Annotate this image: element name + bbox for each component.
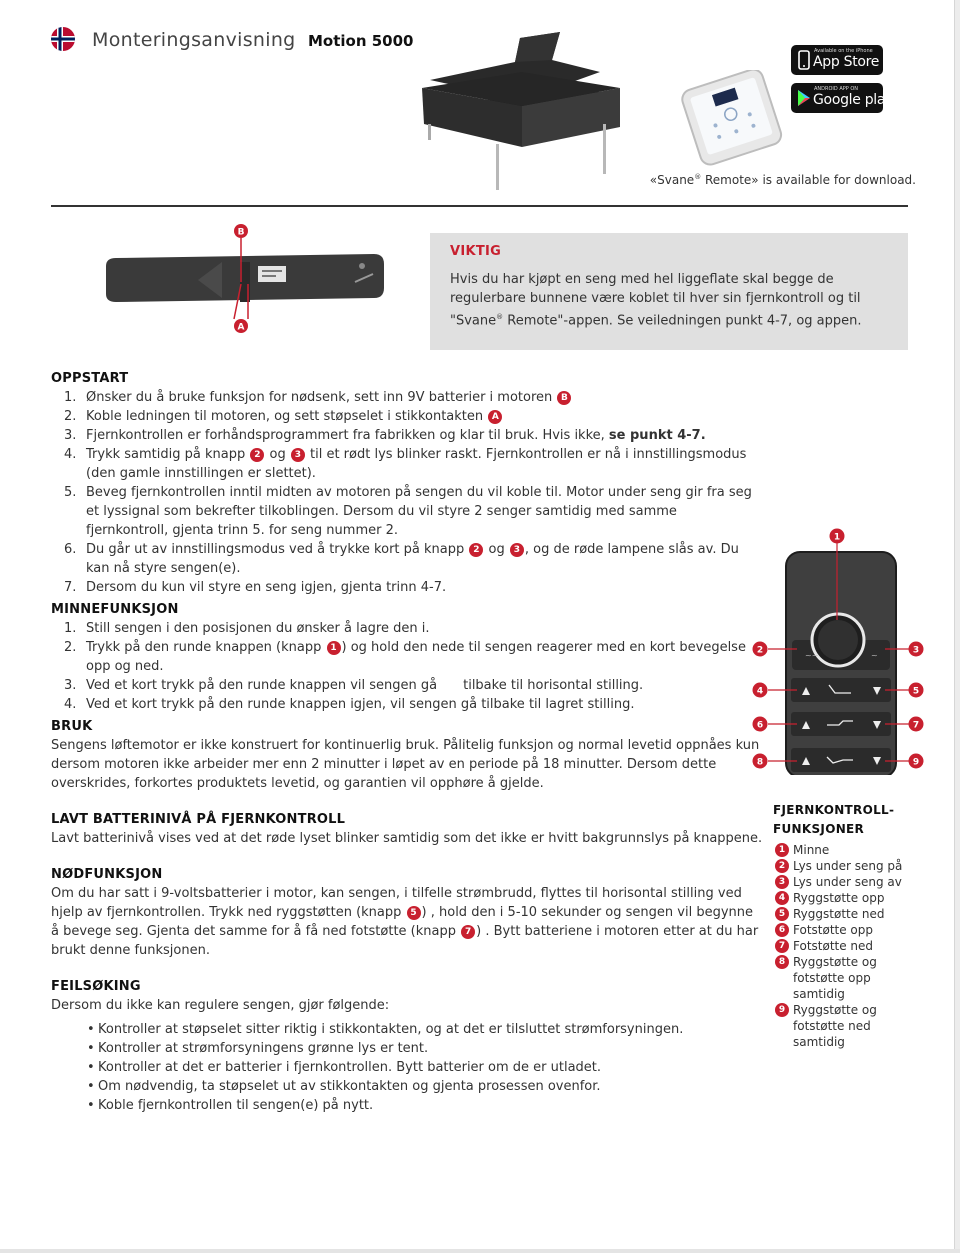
section-title-minne: MINNEFUNKSJON <box>51 602 179 617</box>
list-item: 7. Dersom du kun vil styre en seng igjen, gjenta trinn 4-7. <box>64 580 447 595</box>
list-item: • Kontroller at støpselet sitter riktig i stikkontakten, og at det er tilsluttet strømforsyningen. <box>87 1020 763 1039</box>
remote-callout-5: 5 <box>912 686 920 697</box>
legend-item: 2 Lys under seng på <box>773 858 923 874</box>
lavt-text: Lavt batterinivå vises ved at det røde lyset blinker samtidig som det ikke er hvitt bakgrunnslys på knappene. <box>51 831 763 846</box>
google-play-badge[interactable] <box>791 83 894 113</box>
section-title-lavt: LAVT BATTERINIVÅ PÅ FJERNKONTROLL <box>51 812 346 827</box>
legend-item: 8 Ryggstøtte og fotstøtte opp samtidig <box>773 954 923 1002</box>
list-item: 6. Du går ut av innstillingsmodus ved å trykke kort på knapp 2 og 3 , og de røde lampene slås av. Du kan nå styre sengen(e). <box>64 542 739 576</box>
feil-intro: Dersom du ikke kan regulere sengen, gjør følgende: <box>51 998 390 1013</box>
legend-item: 9 Ryggstøtte og fotstøtte ned samtidig <box>773 1002 923 1050</box>
important-title: VIKTIG <box>450 244 502 259</box>
list-item: 5. Beveg fjernkontrollen inntil midten av motoren på sengen du vil koble til. Motor under seng gir fra seg et lyssignal som bekrefter tilkoblingen. Dersom du vil styre 2 senger samtidig med samme fjernkontroll, gjenta trinn 5. for seng nummer 2. <box>64 485 752 538</box>
remote-callout-2: 2 <box>756 645 764 656</box>
page-edge-bottom <box>0 1249 960 1253</box>
adjustable-bed-image <box>410 22 655 200</box>
legend-item: 7 Fotstøtte ned <box>773 938 923 954</box>
remote-callout-4: 4 <box>756 686 764 697</box>
section-title-bruk: BRUK <box>51 719 93 734</box>
feil-list <box>51 1020 763 1115</box>
list-item: 1. Still sengen i den posisjonen du ønsker å lagre den i. <box>64 621 430 636</box>
list-item: 1. Ønsker du å bruke funksjon for nødsenk, sett inn 9V batterier i motoren B <box>51 388 763 407</box>
list-item: 3. Fjernkontrollen er forhåndsprogrammert fra fabrikken og klar til bruk. Hvis ikke, se punkt 4-7. <box>64 428 706 443</box>
product-name: Motion 5000 <box>308 32 414 50</box>
app-store-label: App Store <box>813 54 880 70</box>
app-store-small-text: Available on the iPhone <box>814 48 873 54</box>
legend-list <box>773 842 923 1050</box>
remote-callout-1: 1 <box>833 532 841 543</box>
important-text: Hvis du har kjøpt en seng med hel liggeflate skal begge de regulerbare bunnene være koblet til hver sin fjernkontroll og til "Svane® Remote"-appen. Se veiledningen punkt 4-7, og appen. <box>450 272 862 329</box>
google-play-label: Google play <box>813 92 894 108</box>
remote-callout-6: 6 <box>756 720 764 731</box>
remote-callout-3: 3 <box>912 645 920 656</box>
svg-text:~~: ~~ <box>805 651 819 660</box>
page-edge-right <box>954 0 960 1253</box>
list-item: 3. Ved et kort trykk på den runde knappen vil sengen gå tilbake til horisontal stilling. <box>64 678 644 693</box>
legend-title: FJERNKONTROLL- FUNKSJONER <box>773 803 895 836</box>
list-item: 4. Trykk samtidig på knapp 2 og 3 til et rødt lys blinker raskt. Fjernkontrollen er nå i innstillingsmodus (den gamle innstillingen er slettet). <box>64 447 747 481</box>
remote-control-image <box>745 525 935 775</box>
list-item: • Om nødvendig, ta støpselet ut av stikkontakten og gjenta prosessen ovenfor. <box>87 1077 763 1096</box>
minne-steps <box>51 619 763 714</box>
legend-item: 3 Lys under seng av <box>773 874 923 890</box>
motor-label-a: A <box>237 322 245 333</box>
instructions-body <box>51 369 763 1115</box>
legend-item: 1 Minne <box>773 842 923 858</box>
header-divider <box>51 205 908 207</box>
motor-image <box>100 222 390 337</box>
legend-item: 5 Ryggstøtte ned <box>773 906 923 922</box>
bruk-text: Sengens løftemotor er ikke konstruert for kontinuerlig bruk. Pålitelig funksjon og normal levetid oppnåes kun dersom motoren ikke arbeider mer enn 2 minutter i løpet av en periode på 18 minutter. Dersom dette overskrides, forkortes produktets levetid, og garantien vil opphøre å gjelde. <box>51 738 760 791</box>
motor-label-b: B <box>237 227 245 238</box>
google-play-small-text: ANDROID APP ON <box>814 86 859 92</box>
list-item: 2. Koble ledningen til motoren, og sett støpselet i stikkontakten A <box>51 407 763 426</box>
remote-functions-legend <box>773 801 923 1050</box>
document-title: Monteringsanvisning <box>92 29 296 51</box>
section-title-nod: NØDFUNKSJON <box>51 867 163 882</box>
remote-callout-7: 7 <box>912 720 920 731</box>
list-item: 4. Ved et kort trykk på den runde knappen igjen, vil sengen gå tilbake til lagret stilling. <box>64 697 635 712</box>
list-item: • Koble fjernkontrollen til sengen(e) på nytt. <box>87 1096 763 1115</box>
play-icon <box>796 88 812 108</box>
norway-flag-icon <box>51 27 75 51</box>
legend-item: 6 Fotstøtte opp <box>773 922 923 938</box>
oppstart-steps <box>51 388 763 597</box>
svg-text:~: ~ <box>871 651 878 660</box>
app-store-badge[interactable] <box>791 45 883 75</box>
list-item: • Kontroller at det er batterier i fjernkontrollen. Bytt batterier om de er utladet. <box>87 1058 763 1077</box>
apple-icon <box>796 50 812 70</box>
legend-item: 4 Ryggstøtte opp <box>773 890 923 906</box>
list-item: 2. Trykk på den runde knappen (knapp 1 ) og hold den nede til sengen reagerer med en kort bevegelse opp og ned. <box>64 640 746 674</box>
list-item: • Kontroller at strømforsyningens grønne lys er tent. <box>87 1039 763 1058</box>
important-notice <box>430 233 908 350</box>
download-caption: «Svane® Remote» is available for download. <box>649 173 916 187</box>
phone-app-image <box>678 70 786 166</box>
remote-callout-9: 9 <box>912 757 920 768</box>
section-title-oppstart: OPPSTART <box>51 371 129 386</box>
nod-text: Om du har satt i 9-voltsbatterier i motor, kan sengen, i tilfelle strømbrudd, flyttes til horisontal stilling ved hjelp av fjernkontrollen. Trykk ned ryggstøtten (knapp 5 ) , hold den i 5-10 sekunder og sengen vil begynne å bevege seg. Gjenta det samme for å få ned fotstøtte (knapp 7 ) . Bytt batteriene i motoren etter at du har brukt denne funksjonen. <box>51 886 759 958</box>
remote-callout-8: 8 <box>756 757 764 768</box>
section-title-feil: FEILSØKING <box>51 979 141 994</box>
